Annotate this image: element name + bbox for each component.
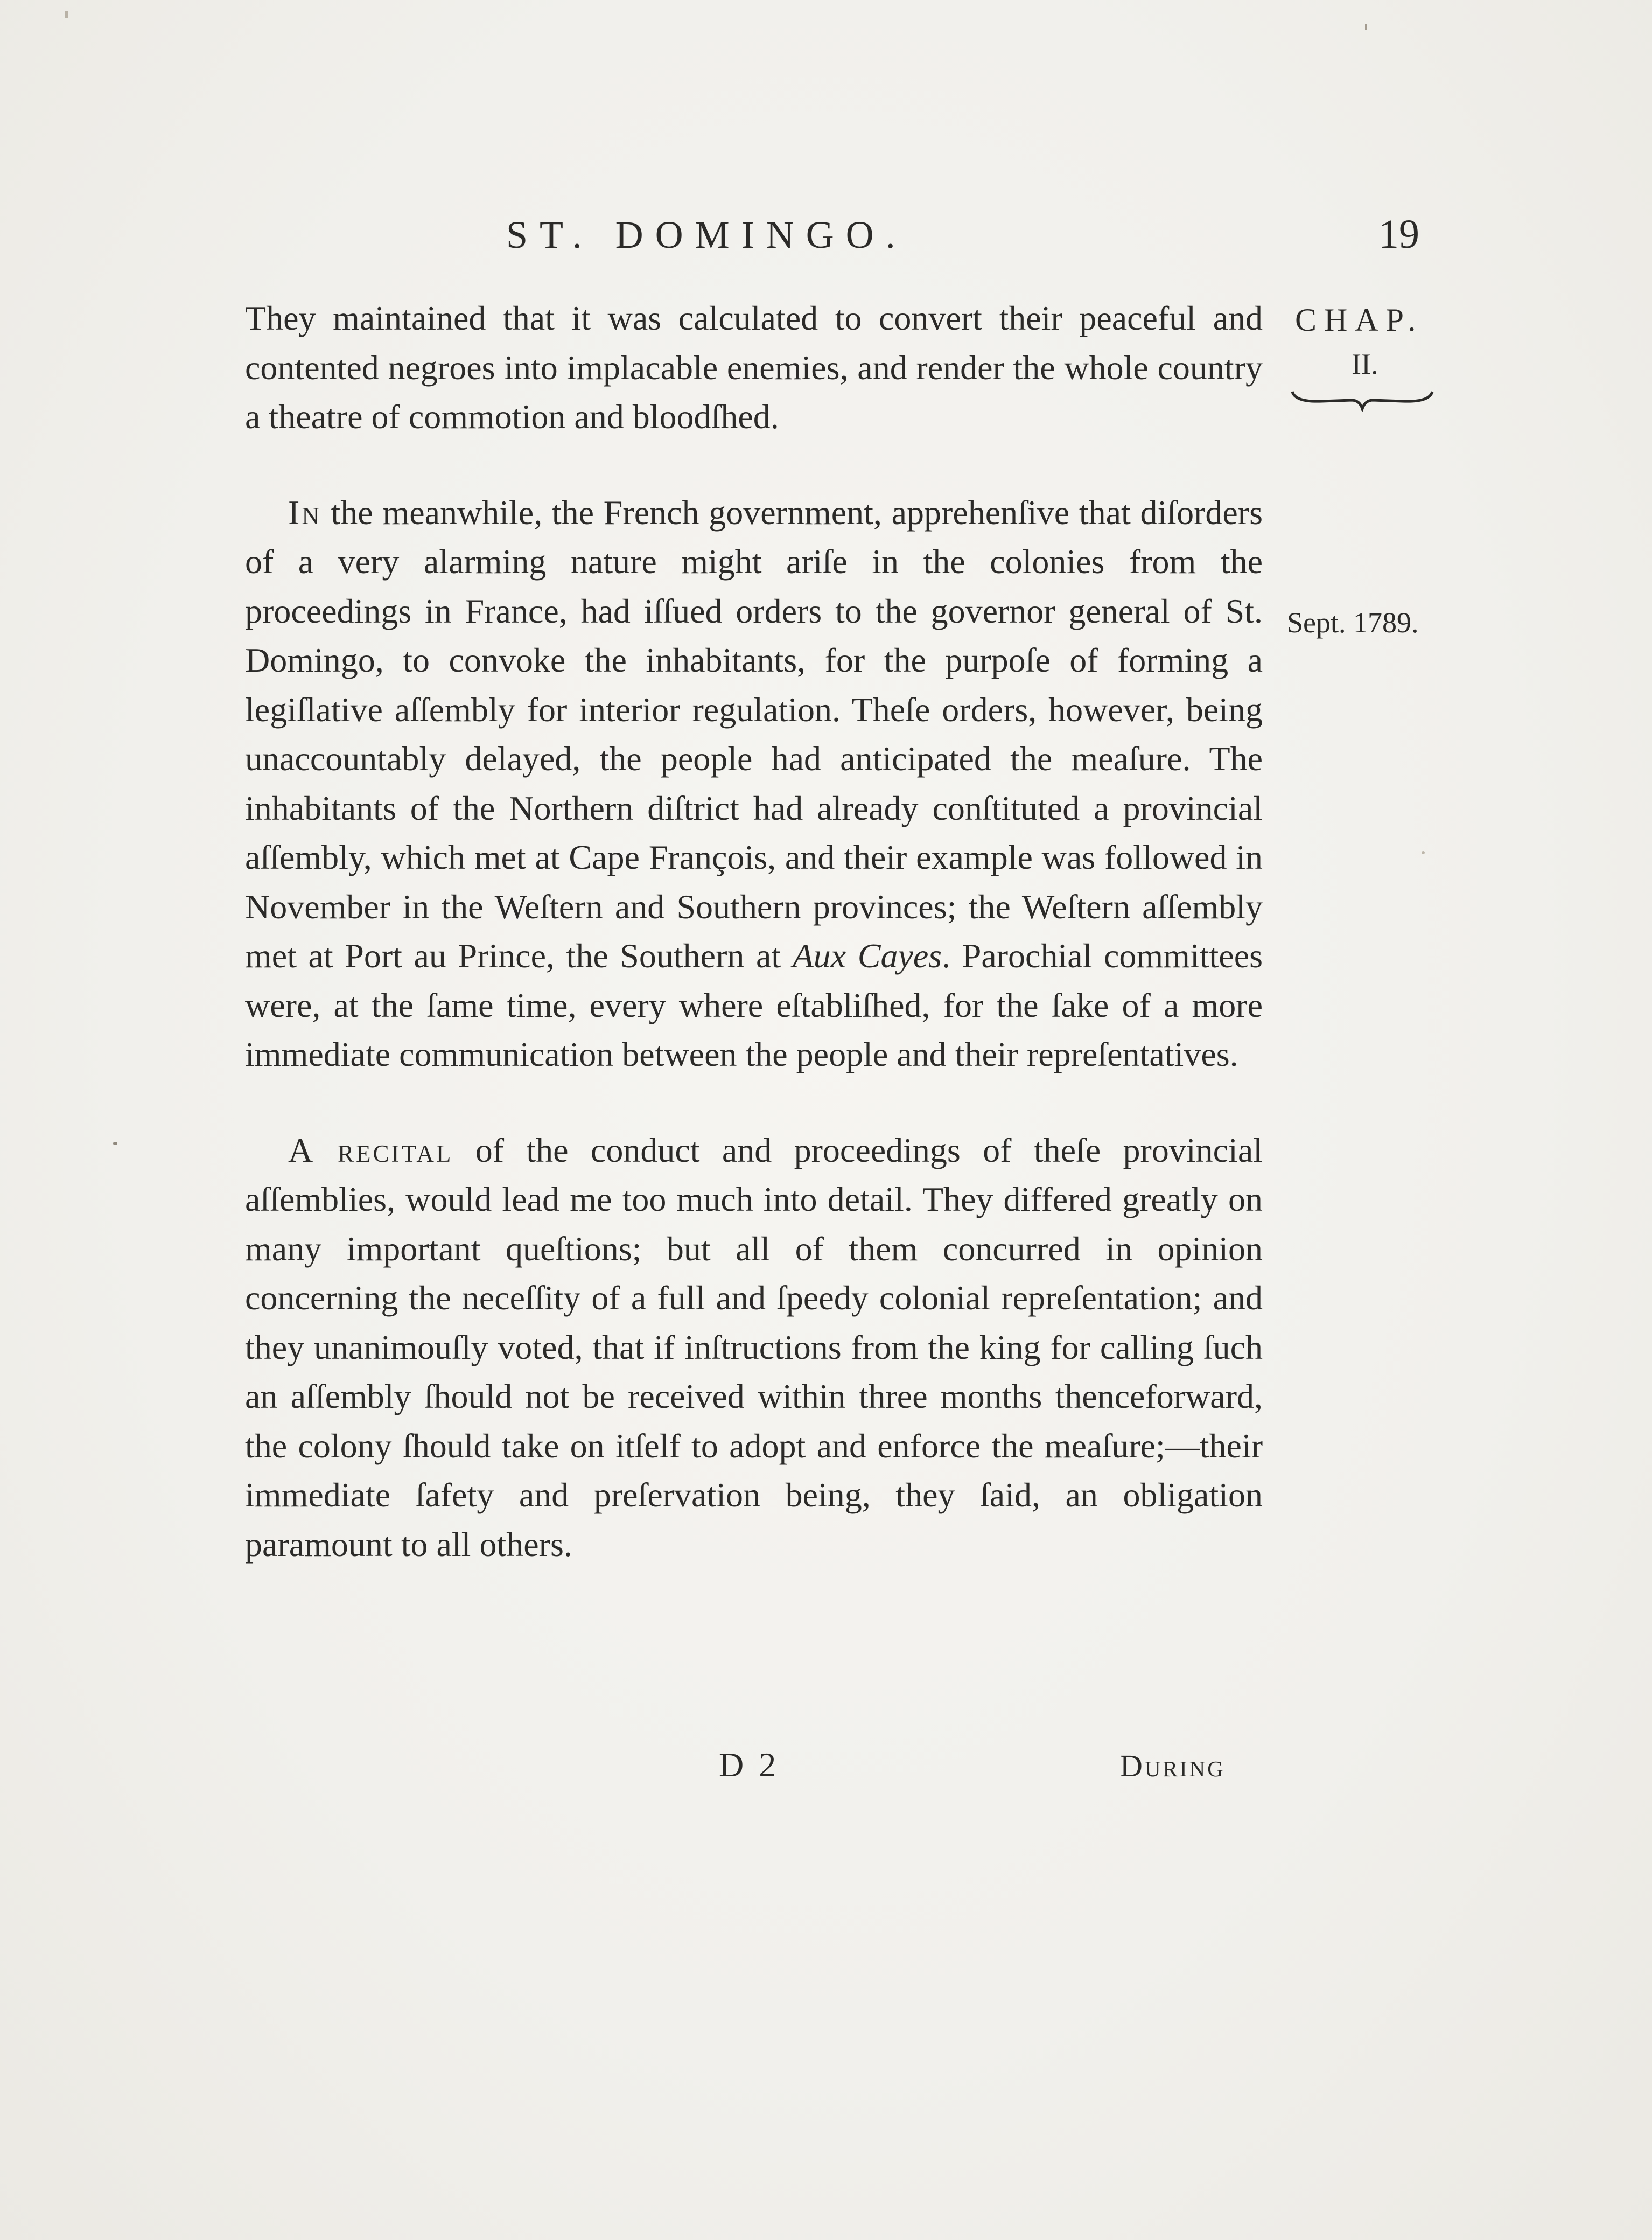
- paragraph-1: [245, 294, 1263, 442]
- paper-speck: [1365, 24, 1367, 30]
- paragraph-2-lead: In: [288, 493, 321, 532]
- paper-speck: [113, 1142, 117, 1145]
- body-text: [245, 294, 1263, 1569]
- paragraph-1-text: They maintained that it was calculated to convert their peaceful and contented negroes into implacable enemies, and render the whole country a theatre of commotion and bloodſhed.: [245, 299, 1263, 436]
- paragraph-2: [245, 488, 1263, 1079]
- place-name-aux-cayes: Aux Cayes: [792, 937, 942, 975]
- margin-chapter-label: CHAP.: [1295, 302, 1424, 338]
- paper-speck: [65, 11, 68, 18]
- margin-brace-ornament: [1290, 385, 1435, 412]
- paragraph-2-text: the meanwhile, the French government, apprehenſive that diſorders of a very alarming nature might ariſe in the colonies from the proceedings in France, had iſſued orders to the governor general of St. Domingo, to convoke the inhabitants, for the purpoſe of forming a legiſlative aſſembly for interior regulation. Theſe orders, however, being unaccountably delayed, the people had anticipated the meaſure. The inhabitants of the Northern diſtrict had already conſtituted a provincial aſſembly, which met at Cape François, and their example was followed in November in the Weſtern and Southern provinces; the Weſtern aſſembly met at Port au Prince, the Southern at: [245, 493, 1263, 975]
- paragraph-3: [245, 1126, 1263, 1569]
- margin-date-note: Sept. 1789.: [1287, 606, 1419, 639]
- margin-chapter-number: II.: [1352, 348, 1378, 380]
- catchword: During: [1120, 1748, 1226, 1783]
- paper-speck: [1422, 851, 1425, 854]
- paragraph-2-tail: . Parochial committees were, at the ſame time, every where eſtabliſhed, for the ſake of a more immediate communication between the people and their repreſentatives.: [245, 937, 1263, 1073]
- running-title: ST. DOMINGO.: [506, 213, 907, 256]
- page-number: 19: [1378, 212, 1419, 257]
- paragraph-3-text: of the conduct and proceedings of theſe provincial aſſemblies, would lead me too much into detail. They differed greatly on many important queſtions; but all of them concurred in opinion concerning the neceſſity of a full and ſpeedy colonial repreſentation; and they unanimouſly voted, that if inſtructions from the king for calling ſuch an aſſembly ſhould not be received within three months thenceforward, the colony ſhould take on itſelf to adopt and enforce the meaſure;—their immediate ſafety and preſervation being, they ſaid, an obligation paramount to all others.: [245, 1131, 1263, 1564]
- signature-mark: D 2: [719, 1746, 780, 1784]
- paragraph-3-lead: A recital: [288, 1131, 453, 1169]
